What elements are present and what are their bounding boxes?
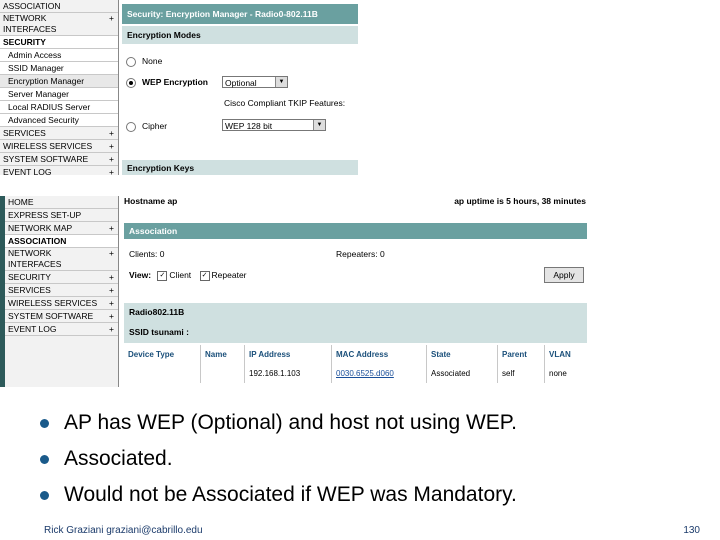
encryption-page-title: Security: Encryption Manager - Radio0-802.11B <box>122 4 358 24</box>
table-row <box>124 363 587 383</box>
mode-wep-radio[interactable] <box>126 78 136 88</box>
radio-label: Radio802.11B <box>129 307 185 317</box>
col-ip-address: IP Address <box>245 345 332 363</box>
clients-count: Clients: 0 <box>129 249 165 259</box>
bullet-item: AP has WEP (Optional) and host not using WEP. <box>40 405 700 441</box>
col-parent: Parent <box>498 345 545 363</box>
bottom-nav-menu <box>0 196 119 387</box>
mode-none-radio[interactable] <box>126 57 136 67</box>
chevron-down-icon: ▼ <box>313 120 325 130</box>
nav-server-manager[interactable]: Server Manager <box>0 88 118 101</box>
wep-encryption-select[interactable]: Optional ▼ <box>222 76 288 88</box>
nav-wireless-services[interactable]: WIRELESS SERVICES + <box>0 140 118 153</box>
nav-services[interactable]: SERVICES + <box>5 284 118 297</box>
chevron-down-icon: ▼ <box>275 77 287 87</box>
nav-local-radius-server[interactable]: Local RADIUS Server <box>0 101 118 114</box>
cell-parent: self <box>498 363 545 383</box>
apply-button[interactable]: Apply <box>544 267 584 283</box>
nav-advanced-security[interactable]: Advanced Security <box>0 114 118 127</box>
col-state: State <box>427 345 498 363</box>
bullet-list <box>40 405 700 513</box>
bullet-item: Would not be Associated if WEP was Mandatory. <box>40 477 700 513</box>
nav-encryption-manager[interactable]: Encryption Manager <box>0 75 118 88</box>
bullet-dot-icon <box>40 491 49 500</box>
cell-mac-address[interactable]: 0030.6525.d060 <box>332 363 427 383</box>
col-mac-address: MAC Address <box>332 345 427 363</box>
encryption-keys-header: Encryption Keys <box>122 160 358 175</box>
nav-event-log[interactable]: EVENT LOG + <box>0 166 118 175</box>
col-name: Name <box>201 345 245 363</box>
cell-state: Associated <box>427 363 498 383</box>
hostname-label: Hostname ap <box>124 196 178 206</box>
ssid-label: SSID tsunami : <box>129 327 189 337</box>
nav-association[interactable]: ASSOCIATION <box>0 0 118 13</box>
cell-device-type <box>124 363 201 383</box>
mode-wep-row: WEP Encryption <box>126 77 208 88</box>
nav-admin-access[interactable]: Admin Access <box>0 49 118 62</box>
radio-band <box>124 303 587 343</box>
page-number: 130 <box>683 525 700 536</box>
mode-none-row: None <box>126 56 162 67</box>
nav-system-software[interactable]: SYSTEM SOFTWARE + <box>0 153 118 166</box>
association-content <box>124 223 587 387</box>
table-header-row <box>124 345 587 363</box>
nav-express-setup[interactable]: EXPRESS SET-UP <box>5 209 118 222</box>
tkip-features-label: Cisco Compliant TKIP Features: <box>224 98 346 108</box>
nav-association[interactable]: ASSOCIATION <box>5 235 118 248</box>
encryption-modes-header: Encryption Modes <box>122 26 358 44</box>
nav-home[interactable]: HOME <box>5 196 118 209</box>
encryption-manager-screenshot <box>0 0 360 175</box>
nav-security[interactable]: SECURITY <box>0 36 118 49</box>
association-screenshot <box>0 192 590 387</box>
nav-network-interfaces[interactable]: NETWORK INTERFACES + <box>5 248 118 271</box>
mode-cipher-radio[interactable] <box>126 122 136 132</box>
cell-name <box>201 363 245 383</box>
footer-author: Rick Graziani graziani@cabrillo.edu <box>44 525 203 536</box>
association-title: Association <box>124 223 587 239</box>
nav-wireless-services[interactable]: WIRELESS SERVICES + <box>5 297 118 310</box>
repeaters-count: Repeaters: 0 <box>336 249 385 259</box>
cell-ip-address: 192.168.1.103 <box>245 363 332 383</box>
top-nav-menu <box>0 0 119 175</box>
encryption-content <box>122 4 358 175</box>
nav-security[interactable]: SECURITY + <box>5 271 118 284</box>
bullet-dot-icon <box>40 455 49 464</box>
association-table <box>124 345 587 383</box>
nav-services[interactable]: SERVICES + <box>0 127 118 140</box>
nav-network-interfaces[interactable]: NETWORK INTERFACES + <box>0 13 118 36</box>
repeater-checkbox[interactable]: ✓ <box>200 271 210 281</box>
client-checkbox[interactable]: ✓ <box>157 271 167 281</box>
bullet-dot-icon <box>40 419 49 428</box>
cipher-select[interactable]: WEP 128 bit ▼ <box>222 119 326 131</box>
view-filter-row: View: ✓ Client ✓ Repeater <box>129 270 247 280</box>
nav-ssid-manager[interactable]: SSID Manager <box>0 62 118 75</box>
bullet-item: Associated. <box>40 441 700 477</box>
mode-cipher-row: Cipher <box>126 121 167 132</box>
uptime-label: ap uptime is 5 hours, 38 minutes <box>454 196 586 206</box>
bottom-nav-items <box>5 196 118 336</box>
col-device-type: Device Type <box>128 349 175 359</box>
nav-event-log[interactable]: EVENT LOG + <box>5 323 118 336</box>
cell-vlan: none <box>545 363 588 383</box>
col-vlan: VLAN <box>545 345 588 363</box>
nav-network-map[interactable]: NETWORK MAP + <box>5 222 118 235</box>
nav-system-software[interactable]: SYSTEM SOFTWARE + <box>5 310 118 323</box>
